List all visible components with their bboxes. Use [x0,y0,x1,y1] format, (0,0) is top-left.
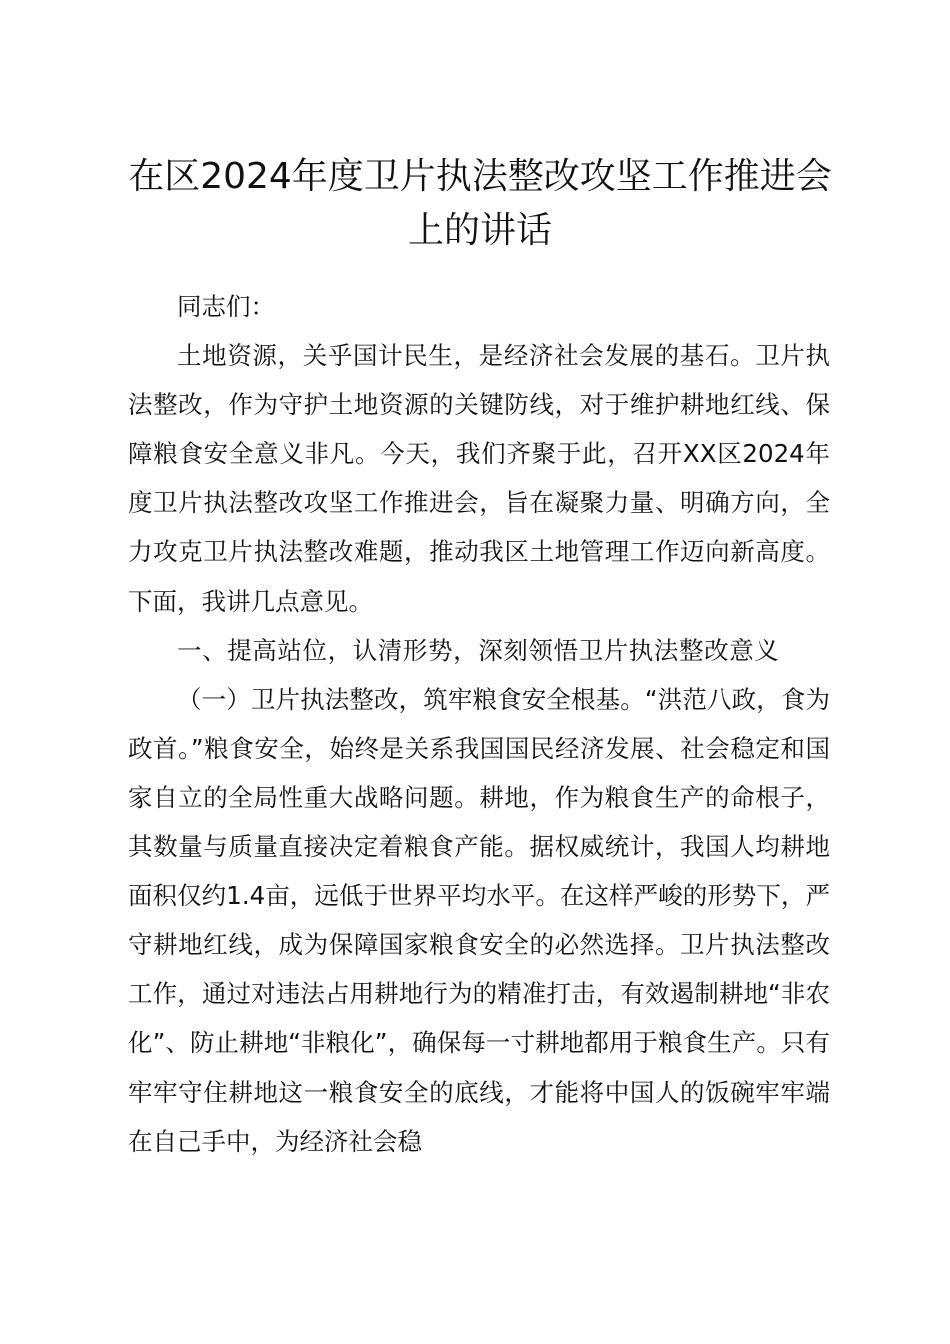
salutation: 同志们： [177,292,275,321]
title-line-1: 在区2024年度卫片执法整改攻坚工作推进会 [128,156,832,197]
paragraph-section-1-1: （一）卫片执法整改，筑牢粮食安全根基。“洪范八政，食为政首。”粮食安全，始终是关系我国国民经济发展、社会稳定和国家自立的全局性重大战略问题。耕地，作为粮食生产的命根子，其数量与质量直接决定着粮食产能。据权威统计，我国人均耕地面积仅约1.4亩，远低于世界平均水平。在这样严峻的形势下，严守耕地红线，成为保障国家粮食安全的必然选择。卫片执法整改工作，通过对违法占用耕地行为的精准打击，有效遏制耕地“非农化”、防止耕地“非粮化”，确保每一寸耕地都用于粮食生产。只有牢牢守住耕地这一粮食安全的底线，才能将中国人的饭碗牢牢端在自己手中，为经济社会稳 [128,684,830,1156]
document-title [100,150,860,258]
paragraph-intro: 土地资源，关乎国计民生，是经济社会发展的基石。卫片执法整改，作为守护土地资源的关键防线，对于维护耕地红线、保障粮食安全意义非凡。今天，我们齐聚于此，召开XX区2024年度卫片执法整改攻坚工作推进会，旨在凝聚力量、明确方向，全力攻克卫片执法整改难题，推动我区土地管理工作迈向新高度。下面，我讲几点意见。 [128,341,830,616]
section-heading-1: 一、提高站位，认清形势，深刻领悟卫片执法整改意义 [177,635,780,665]
document-body [128,282,830,1166]
title-line-2: 上的讲话 [407,210,552,251]
